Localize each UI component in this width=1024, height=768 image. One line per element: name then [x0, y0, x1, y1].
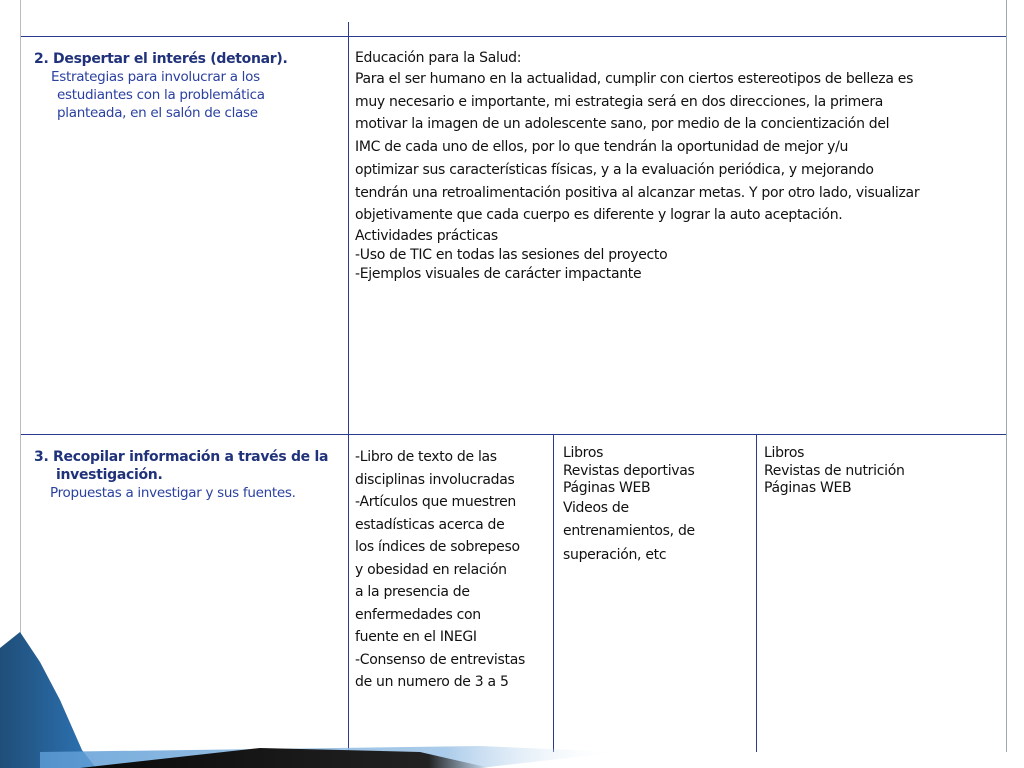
row2-paragraph-line: tendrán una retroalimentación positiva al alcanzar metas. Y por otro lado, visualizar	[355, 184, 920, 201]
row2-number: 2.	[34, 51, 49, 67]
source-line: disciplinas involucradas	[355, 471, 515, 488]
row2-paragraph-line: muy necesario e importante, mi estrategia será en dos direcciones, la primera	[355, 93, 884, 110]
row2-paragraph-line: objetivamente que cada cuerpo es diferente y lograr la auto aceptación.	[355, 207, 843, 224]
row2-paragraph-line: motivar la imagen de un adolescente sano, por medio de la concientización del	[355, 116, 890, 133]
source-line: enfermedades con	[355, 606, 481, 623]
row2-subtitle-line: Estrategias para involucrar a los	[51, 69, 260, 85]
source-line: y obesidad en relación	[355, 561, 507, 578]
resource-line: superación, etc	[563, 546, 667, 563]
source-line: a la presencia de	[355, 584, 470, 600]
source-line: -Libro de texto de las	[355, 449, 497, 465]
resource-line: Libros	[764, 445, 805, 461]
deco-blue-wedge	[0, 632, 96, 768]
row2-heading: Educación para la Salud:	[355, 50, 522, 66]
row3-subtitle: Propuestas a investigar y sus fuentes.	[50, 485, 296, 501]
row2-paragraph-line: Para el ser humano en la actualidad, cumplir con ciertos estereotipos de belleza es	[355, 71, 914, 87]
source-line: fuente en el INEGI	[355, 629, 477, 645]
resource-line: Videos de	[563, 499, 629, 516]
source-line: estadísticas acerca de	[355, 516, 505, 533]
resource-line: Revistas de nutrición	[764, 462, 905, 479]
row3-number: 3.	[34, 449, 49, 465]
resource-line: Páginas WEB	[764, 480, 852, 496]
source-line: de un numero de 3 a 5	[355, 674, 509, 690]
activity-item: -Uso de TIC en todas las sesiones del proyecto	[355, 246, 668, 263]
row2-paragraph-line: optimizar sus características físicas, y a la evaluación periódica, y mejorando	[355, 161, 874, 178]
row2-subtitle-line: planteada, en el salón de clase	[57, 105, 258, 121]
row3-title-line1: Recopilar información a través de la	[53, 449, 329, 465]
source-line: los índices de sobrepeso	[355, 539, 520, 555]
resource-line: entrenamientos, de	[563, 522, 695, 539]
resource-line: Libros	[563, 445, 604, 461]
activity-item: -Ejemplos visuales de carácter impactante	[355, 265, 642, 282]
source-line: -Artículos que muestren	[355, 494, 516, 510]
row2-subtitle-line: estudiantes con la problemática	[57, 87, 265, 103]
source-line: -Consenso de entrevistas	[355, 651, 525, 668]
row2-title-text: Despertar el interés (detonar).	[53, 51, 288, 67]
resource-line: Revistas deportivas	[563, 462, 695, 479]
activities-heading: Actividades prácticas	[355, 227, 498, 244]
row3-title-line2: investigación.	[56, 467, 163, 483]
resource-line: Páginas WEB	[563, 480, 651, 496]
row2-paragraph-line: IMC de cada uno de ellos, por lo que tendrán la oportunidad de mejor y/u	[355, 139, 849, 156]
